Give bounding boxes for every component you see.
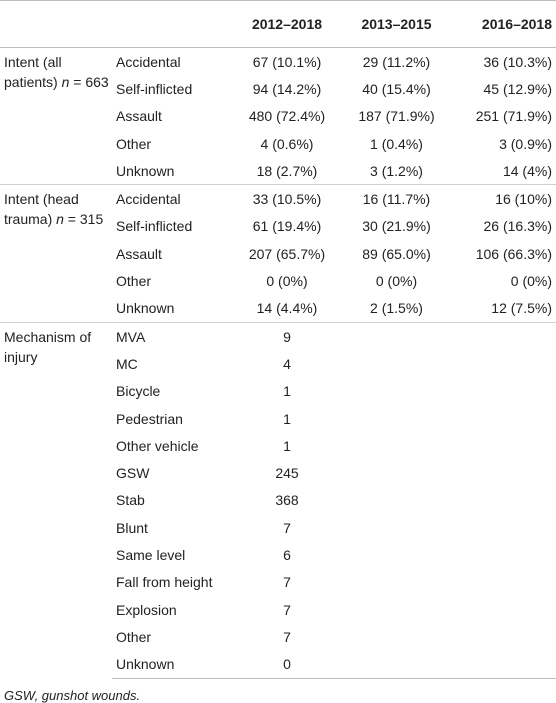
cell-2012-2018: 4 [283, 355, 291, 372]
cell-2013-2015 [346, 378, 447, 405]
cell-2016-2018 [447, 405, 556, 432]
row-label: Assault [116, 245, 162, 262]
cell-2013-2015: 40 (15.4%) [362, 80, 431, 97]
cell-2012-2018: 4 (0.6%) [260, 135, 314, 152]
cell-2013-2015: 1 (0.4%) [370, 135, 423, 152]
cell-2016-2018 [447, 378, 556, 405]
cell-2012-2018: 67 (10.1%) [228, 48, 346, 76]
cell-2012-2018: 7 [283, 628, 291, 645]
group-label-text: Intent (all patients) [4, 54, 62, 90]
cell-2013-2015 [346, 651, 447, 679]
cell-2012-2018: 14 (4.4%) [256, 300, 318, 317]
table-row [0, 322, 556, 350]
row-label: Blunt [116, 519, 148, 536]
group-label-text: Intent (head trauma) [4, 191, 79, 228]
cell-2013-2015 [346, 459, 447, 486]
cell-2016-2018: 16 (10%) [447, 185, 556, 213]
cell-2012-2018: 0 (0%) [266, 273, 308, 290]
cell-2012-2018: 1 [283, 383, 291, 400]
row-label: Accidental [112, 185, 228, 213]
cell-2012-2018: 1 [283, 410, 291, 427]
row-label: Stab [116, 492, 145, 509]
cell-2013-2015 [346, 322, 447, 350]
cell-2016-2018 [447, 487, 556, 514]
table-body [0, 48, 556, 679]
cell-2012-2018: 7 [283, 519, 291, 536]
cell-2012-2018: 9 [228, 322, 346, 350]
cell-2013-2015: 29 (11.2%) [346, 48, 447, 76]
cell-2013-2015 [346, 432, 447, 459]
row-label: Other [116, 273, 152, 290]
row-label: Pedestrian [116, 410, 183, 427]
row-label: Unknown [116, 162, 175, 179]
cell-2013-2015: 2 (1.5%) [370, 300, 423, 317]
cell-2016-2018: 12 (7.5%) [491, 300, 552, 317]
row-label: Assault [116, 108, 162, 125]
header-cell-2016-2018: 2016–2018 [447, 1, 556, 48]
cell-2012-2018: 6 [283, 546, 291, 563]
cell-2013-2015: 187 (71.9%) [358, 108, 435, 125]
cell-2016-2018 [447, 514, 556, 541]
cell-2016-2018: 26 (16.3%) [483, 218, 552, 235]
cell-2012-2018: 207 (65.7%) [248, 245, 326, 262]
cell-2013-2015: 3 (1.2%) [370, 162, 423, 179]
table-row [0, 48, 556, 76]
cell-2012-2018: 0 [228, 651, 346, 679]
cell-2016-2018: 36 (10.3%) [447, 48, 556, 76]
cell-2013-2015: 89 (65.0%) [362, 245, 431, 262]
cell-2013-2015 [346, 487, 447, 514]
row-label: Self-inflicted [116, 80, 193, 97]
header-cell-category [112, 1, 228, 48]
cell-2016-2018 [447, 651, 556, 679]
cell-2016-2018 [447, 596, 556, 623]
row-label: Accidental [112, 48, 228, 76]
group-label-n: n [56, 211, 64, 228]
cell-2012-2018: 94 (14.2%) [252, 80, 322, 97]
header-cell-group [0, 1, 112, 48]
cell-2016-2018: 45 (12.9%) [483, 80, 552, 97]
row-label: Fall from height [116, 574, 213, 591]
cell-2013-2015 [346, 541, 447, 568]
row-label: Same level [116, 546, 186, 563]
cell-2016-2018 [447, 541, 556, 568]
cell-2016-2018 [447, 322, 556, 350]
row-label: Bicycle [116, 383, 161, 400]
cell-2016-2018: 14 (4%) [502, 162, 552, 179]
cell-2012-2018: 7 [283, 601, 291, 618]
group-label [0, 322, 112, 678]
group-label [0, 185, 112, 322]
cell-2016-2018: 251 (71.9%) [475, 108, 552, 125]
cell-2013-2015 [346, 569, 447, 596]
table-footnote: GSW, gunshot wounds. [4, 687, 141, 703]
cell-2012-2018: 18 (2.7%) [256, 162, 318, 179]
row-label: Unknown [116, 300, 175, 317]
header-cell-2012-2018: 2012–2018 [228, 1, 346, 48]
cell-2012-2018: 61 (19.4%) [252, 218, 322, 235]
group-label-count: = 663 [69, 74, 109, 90]
group-label [0, 48, 112, 185]
cell-2012-2018: 245 [275, 465, 299, 482]
cell-2012-2018: 7 [283, 574, 291, 591]
row-label: Explosion [116, 601, 177, 618]
row-label: Other [116, 628, 152, 645]
cell-2012-2018: 368 [275, 492, 299, 509]
row-label: Other [116, 135, 152, 152]
group-label-text: Mechanism of injury [4, 328, 92, 365]
cell-2013-2015: 30 (21.9%) [362, 218, 431, 235]
cell-2016-2018 [447, 569, 556, 596]
cell-2012-2018: 480 (72.4%) [248, 108, 326, 125]
row-label: GSW [116, 465, 150, 482]
row-label: Unknown [112, 651, 228, 679]
group-label-n: n [61, 74, 70, 90]
cell-2013-2015 [346, 514, 447, 541]
cell-2016-2018 [447, 459, 556, 486]
row-label: Self-inflicted [116, 218, 193, 235]
cell-2016-2018: 3 (0.9%) [499, 135, 552, 152]
group-label-count: = 315 [63, 211, 104, 228]
table-header [0, 1, 556, 48]
cell-2013-2015 [346, 596, 447, 623]
cell-2013-2015 [346, 405, 447, 432]
table-row [0, 185, 556, 213]
cell-2016-2018 [447, 623, 556, 650]
row-label: MC [116, 355, 138, 372]
cell-2013-2015 [346, 350, 447, 377]
cell-2013-2015: 0 (0%) [375, 273, 418, 290]
cell-2016-2018 [447, 432, 556, 459]
header-cell-2013-2015: 2013–2015 [346, 1, 447, 48]
row-label: MVA [112, 322, 228, 350]
cell-2016-2018: 106 (66.3%) [475, 245, 552, 262]
cell-2016-2018: 0 (0%) [510, 273, 552, 290]
row-label: Other vehicle [116, 437, 199, 454]
cell-2012-2018: 1 [283, 437, 291, 454]
cell-2012-2018: 33 (10.5%) [228, 185, 346, 213]
cell-2016-2018 [447, 350, 556, 377]
header-row [0, 1, 556, 48]
cell-2013-2015 [346, 623, 447, 650]
cell-2013-2015: 16 (11.7%) [346, 185, 447, 213]
